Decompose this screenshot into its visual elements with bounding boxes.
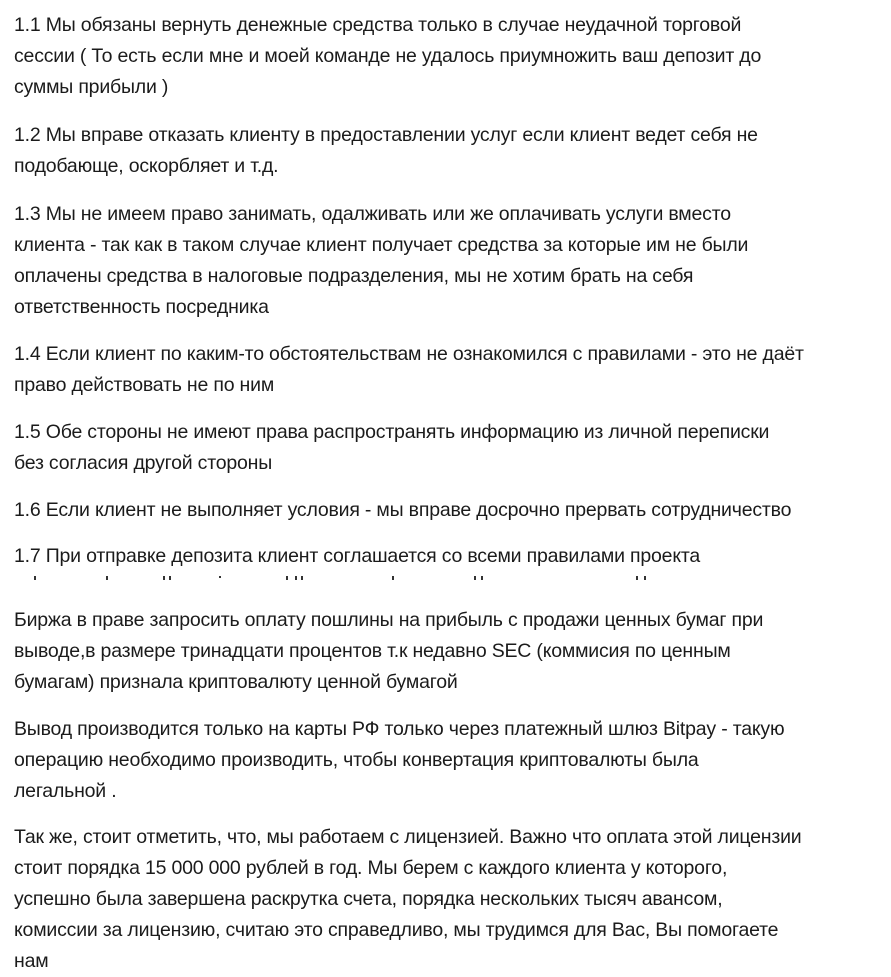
rule-1-1 [14,10,886,103]
text-line: бумагам) признала криптовалюту ценной бумагой [14,671,458,693]
text-line: 1.4 Если клиент по каким-то обстоятельствам не ознакомился с правилами - это не даёт [14,343,804,365]
text-line: нам [14,950,49,972]
rule-1-5 [14,417,886,479]
text-line: подобающе, оскорбляет и т.д. [14,155,279,177]
text-line: клиента - так как в таком случае клиент получает средства за которые им не были [14,234,749,256]
rule-1-3 [14,199,886,323]
text-line: Так же, стоит отметить, что, мы работаем с лицензией. Важно что оплата этой лицензии [14,826,802,848]
rule-1-2 [14,120,886,182]
text-line: Биржа в праве запросить оплату пошлины на прибыль с продажи ценных бумаг при [14,609,764,631]
text-line: успешно была завершена раскрутка счета, порядка нескольких тысяч авансом, [14,888,723,910]
text-line: стоит порядка 15 000 000 рублей в год. Мы берем с каждого клиента у которого, [14,857,728,879]
text-line: без согласия другой стороны [14,452,273,474]
text-line: 1.5 Обе стороны не имеют права распространять информацию из личной переписки [14,421,770,443]
rule-1-6 [14,495,886,526]
text-line: 1.7 При отправке депозита клиент соглашается со всеми правилами проекта [14,545,701,567]
note-license [14,822,886,977]
text-line: комиссии за лицензию, считаю это справедливо, мы трудимся для Вас, Вы помогаете [14,919,779,941]
text-line: операцию необходимо производить, чтобы конвертация криптовалюты была [14,749,699,771]
text-line: Вывод производится только на карты РФ только через платежный шлюз Bitpay - такую [14,718,785,740]
text-line: ответственность посредника [14,296,269,318]
text-line: выводе,в размере тринадцати процентов т.к недавно SEC (коммисия по ценным [14,640,731,662]
text-line: оплачены средства в налоговые подразделения, мы не хотим брать на себя [14,265,694,287]
text-line: 1.6 Если клиент не выполняет условия - мы вправе досрочно прервать сотрудничество [14,499,792,521]
rule-1-7 [14,541,886,572]
text-line: 1.1 Мы обязаны вернуть денежные средства только в случае неудачной торговой [14,14,742,36]
text-line: 1.2 Мы вправе отказать клиенту в предоставлении услуг если клиент ведет себя не [14,124,758,146]
rule-1-4 [14,339,886,401]
note-withdrawal [14,714,886,807]
text-line: право действовать не по ним [14,374,275,396]
text-line: сессии ( То есть если мне и моей команде не удалось приумножить ваш депозит до [14,45,762,67]
clipped-text-fragment [14,576,874,584]
text-line: легальной . [14,780,117,802]
text-line: 1.3 Мы не имеем право занимать, одалживать или же оплачивать услуги вместо [14,203,731,225]
note-exchange-fee [14,605,886,698]
text-line: суммы прибыли ) [14,76,169,98]
